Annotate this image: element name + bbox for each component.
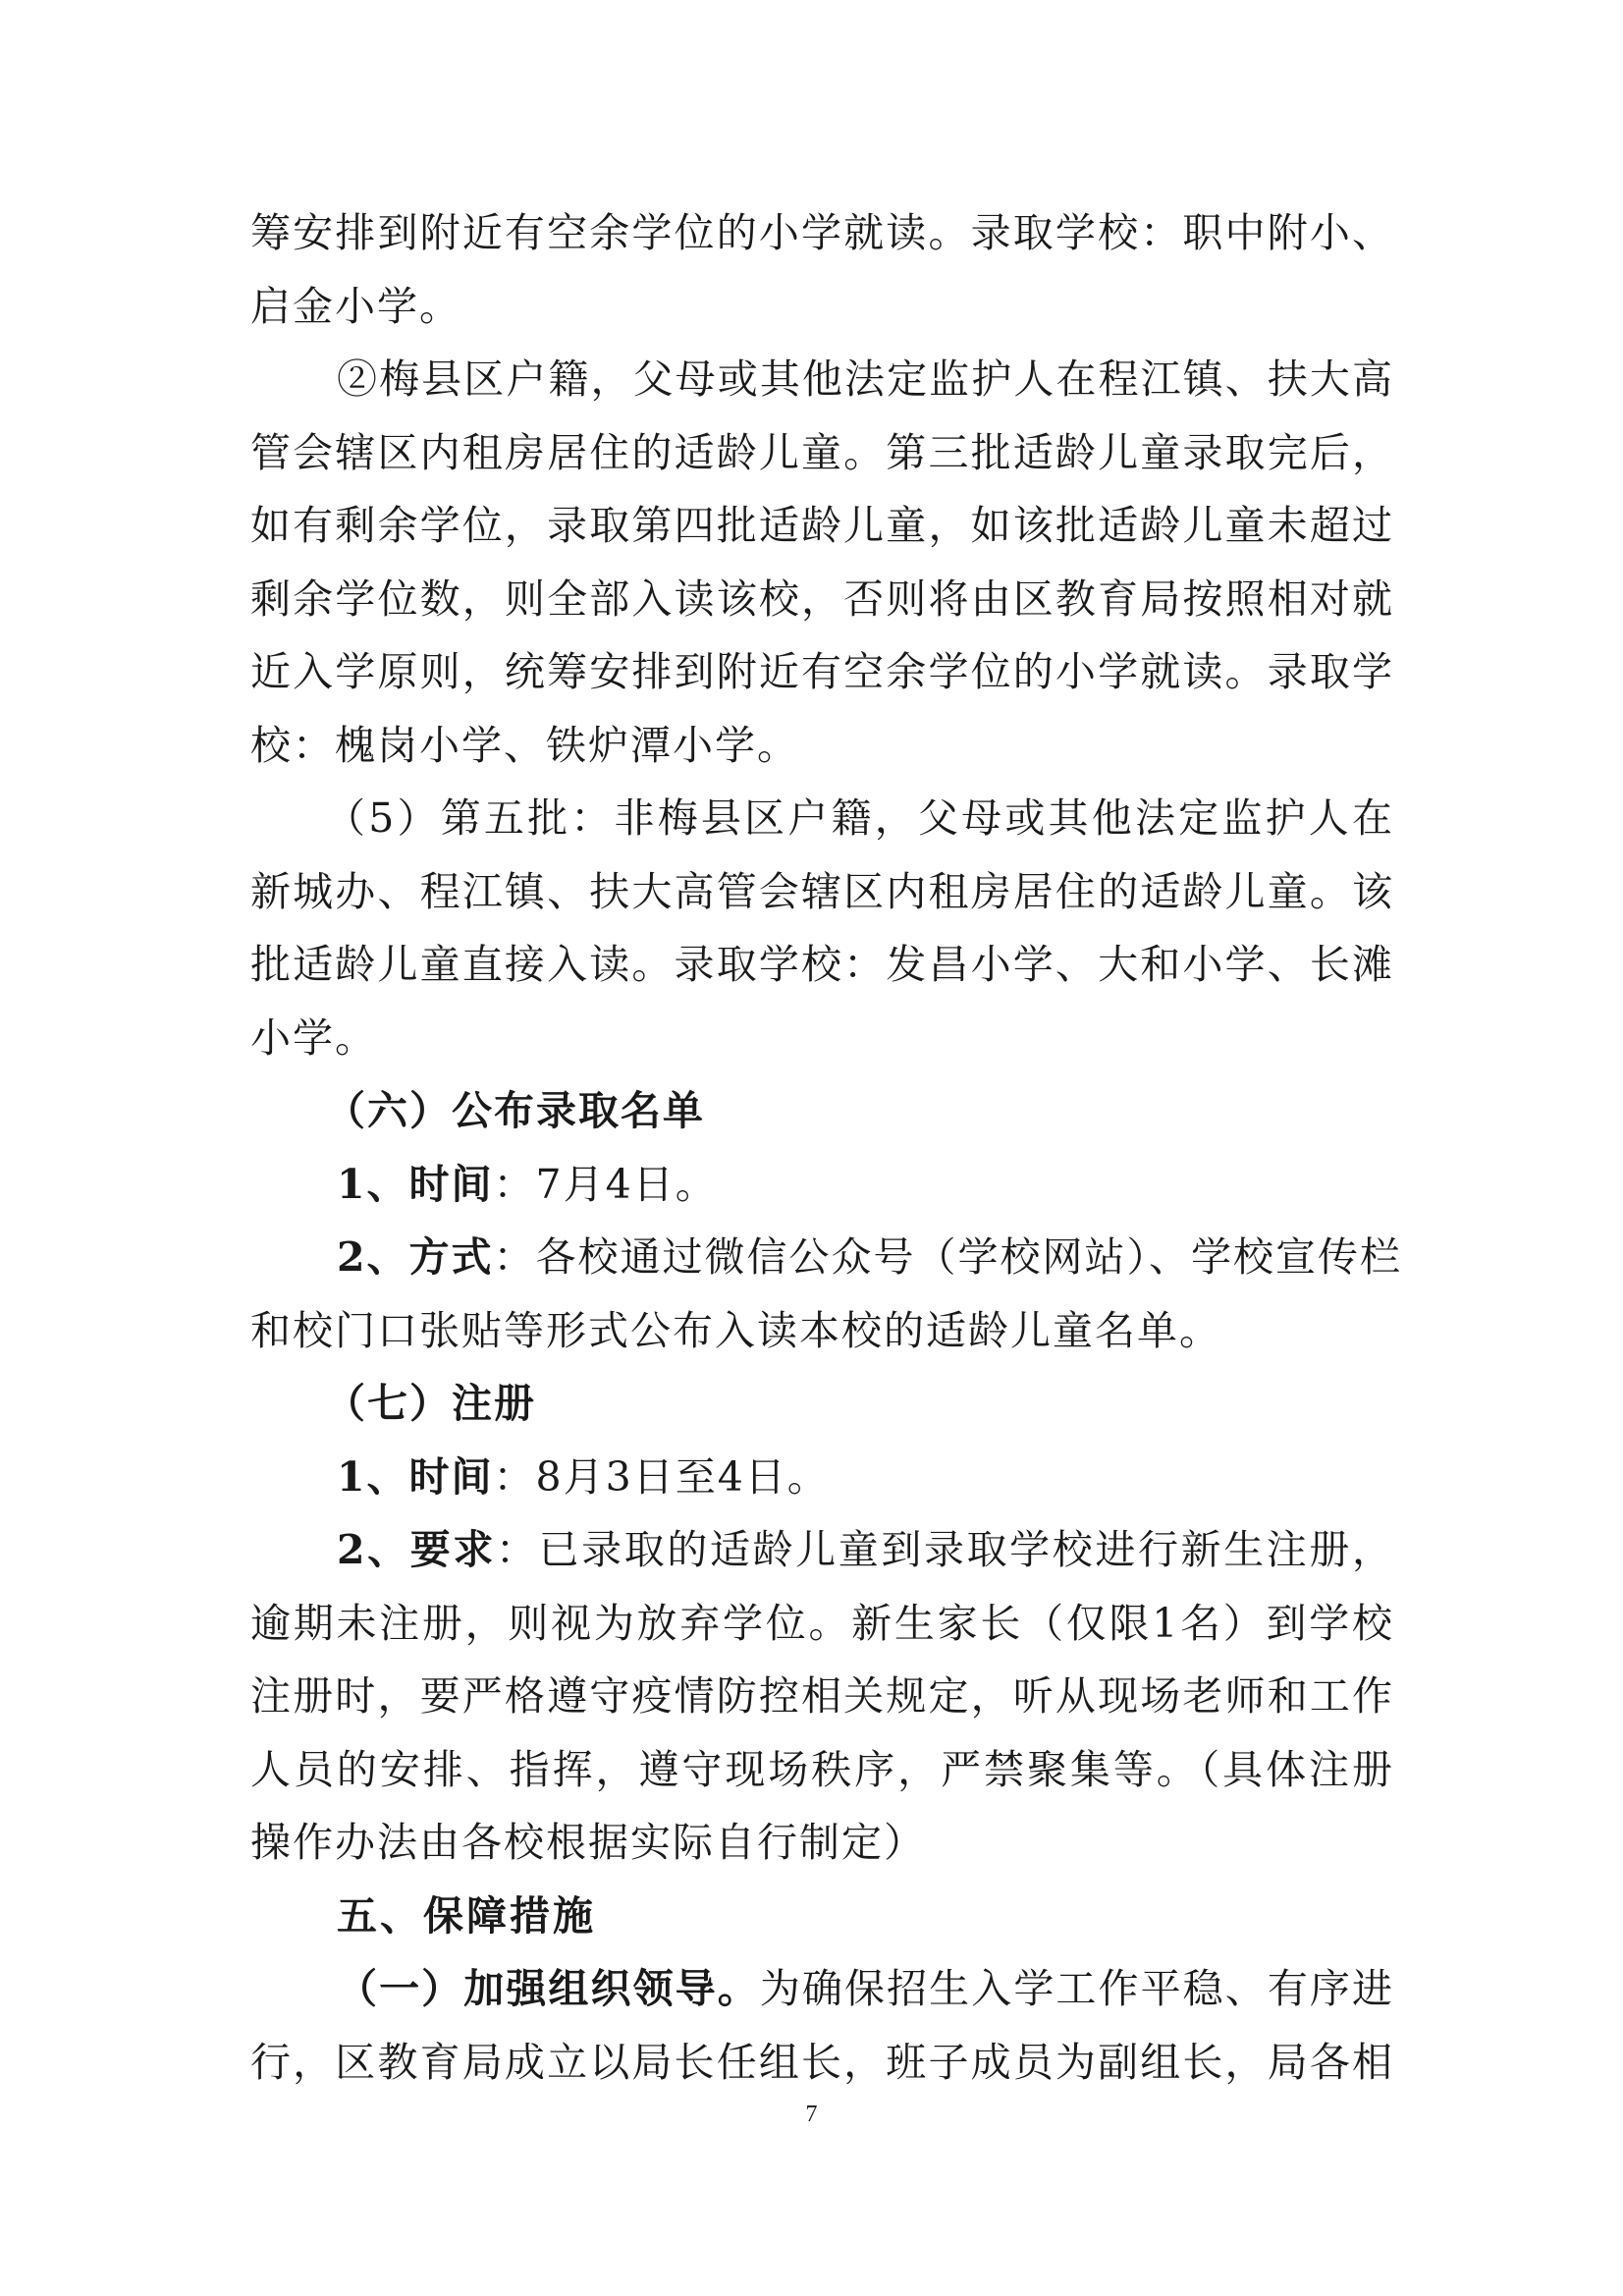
item-label: 1、时间 [337, 1160, 494, 1208]
paragraph-line: 启金小学。 [250, 282, 461, 330]
paragraph-line: ②梅县区户籍，父母或其他法定监护人在程江镇、扶大高 [337, 355, 1394, 403]
paragraph-line: 逾期未注册，则视为放弃学位。新生家长（仅限1名）到学校 [250, 1599, 1394, 1647]
section-heading-publish-list: （六）公布录取名单 [325, 1087, 705, 1134]
paragraph-line: （5）第五批：非梅县区户籍，父母或其他法定监护人在 [325, 794, 1394, 842]
document-body [250, 196, 1403, 2099]
paragraph-line [250, 1221, 1403, 1294]
page-number: 7 [805, 2102, 818, 2127]
section-heading-safeguards: 五、保障措施 [337, 1891, 596, 1940]
paragraph-line: 如有剩余学位，录取第四批适龄儿童，如该批适龄儿童未超过 [250, 502, 1394, 549]
paragraph-line: 注册时，要严格遵守疫情防控相关规定，听从现场老师和工作 [250, 1672, 1394, 1720]
paragraph-line [250, 1513, 1394, 1587]
paragraph-line: 校：槐岗小学、铁炉潭小学。 [250, 721, 799, 769]
paragraph-line: 人员的安排、指挥，遵守现场秩序，严禁聚集等。（具体注册 [250, 1745, 1394, 1793]
item-label: 2、方式 [337, 1233, 494, 1281]
paragraph-line [250, 1952, 1394, 2026]
paragraph-line: 操作办法由各校根据实际自行制定） [250, 1819, 926, 1866]
paragraph-line: 新城办、程江镇、扶大高管会辖区内租房居住的适龄儿童。该 [250, 867, 1394, 915]
item-text: ：各校通过微信公众号（学校网站）、学校宣传栏 [493, 1233, 1403, 1281]
paragraph-line [250, 1441, 1394, 1514]
paragraph-line: 剩余学位数，则全部入读该校，否则将由区教育局按照相对就 [250, 574, 1394, 623]
item-label: （一）加强组织领导。 [337, 1965, 760, 2012]
item-text: ：8月3日至4日。 [493, 1452, 830, 1501]
section-heading-registration: （七）注册 [325, 1380, 536, 1427]
paragraph-line: 管会辖区内租房居住的适龄儿童。第三批适龄儿童录取完后， [250, 428, 1394, 476]
paragraph-line: 筹安排到附近有空余学位的小学就读。录取学校：职中附小、 [250, 209, 1394, 256]
item-text: ：已录取的适龄儿童到录取学校进行新生注册， [495, 1526, 1395, 1573]
item-label: 1、时间 [337, 1452, 494, 1501]
paragraph-line: 近入学原则，统筹安排到附近有空余学位的小学就读。录取学 [250, 648, 1394, 695]
item-text: 为确保招生入学工作平稳、有序进 [759, 1965, 1395, 2012]
item-text: ：7月4日。 [493, 1160, 718, 1208]
item-label: 2、要求 [337, 1526, 496, 1573]
paragraph-line: 和校门口张贴等形式公布入读本校的适龄儿童名单。 [250, 1306, 1221, 1354]
paragraph-line [250, 1148, 1394, 1222]
paragraph-line: 批适龄儿童直接入读。录取学校：发昌小学、大和小学、长滩 [250, 941, 1394, 988]
paragraph-line: 行，区教育局成立以局长任组长，班子成员为副组长，局各相 [250, 2038, 1394, 2086]
paragraph-line: 小学。 [250, 1013, 377, 1062]
